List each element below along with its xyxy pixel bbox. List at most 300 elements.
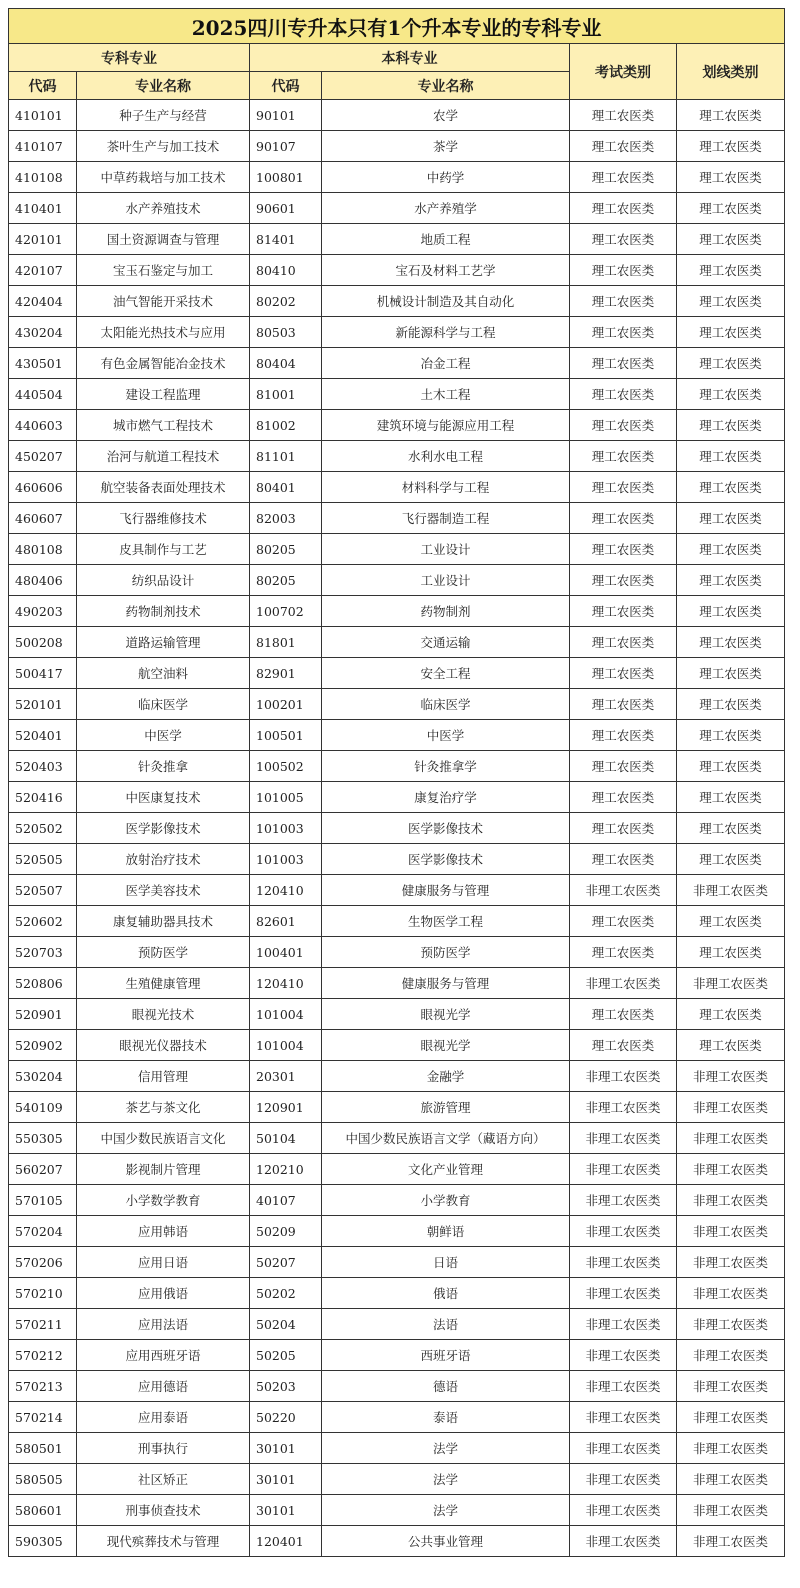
benke-name-cell: 针灸推拿学 <box>322 751 570 782</box>
table-row <box>9 1402 785 1433</box>
zhuanke-name-cell: 眼视光技术 <box>77 999 250 1030</box>
line-category-cell: 理工农医类 <box>677 193 785 224</box>
table-row <box>9 1061 785 1092</box>
benke-name-cell: 工业设计 <box>322 565 570 596</box>
zhuanke-name-cell: 应用俄语 <box>77 1278 250 1309</box>
zhuanke-code-cell: 490203 <box>9 596 77 627</box>
zhuanke-code-cell: 570211 <box>9 1309 77 1340</box>
benke-name-cell: 朝鲜语 <box>322 1216 570 1247</box>
line-category-cell: 理工农医类 <box>677 317 785 348</box>
benke-code-cell: 50202 <box>250 1278 322 1309</box>
benke-code-cell: 100501 <box>250 720 322 751</box>
benke-name-cell: 茶学 <box>322 131 570 162</box>
zhuanke-name-cell: 应用西班牙语 <box>77 1340 250 1371</box>
exam-category-cell: 非理工农医类 <box>570 1185 677 1216</box>
exam-category-cell: 理工农医类 <box>570 937 677 968</box>
zhuanke-code-cell: 570105 <box>9 1185 77 1216</box>
exam-category-cell: 理工农医类 <box>570 472 677 503</box>
zhuanke-name-cell: 中国少数民族语言文化 <box>77 1123 250 1154</box>
zhuanke-code-cell: 440504 <box>9 379 77 410</box>
zhuanke-name-cell: 信用管理 <box>77 1061 250 1092</box>
line-category-cell: 理工农医类 <box>677 224 785 255</box>
zhuanke-name-cell: 影视制片管理 <box>77 1154 250 1185</box>
benke-name-cell: 公共事业管理 <box>322 1526 570 1557</box>
zhuanke-code-cell: 570213 <box>9 1371 77 1402</box>
benke-name-cell: 工业设计 <box>322 534 570 565</box>
benke-name-cell: 眼视光学 <box>322 1030 570 1061</box>
zhuanke-name-cell: 种子生产与经营 <box>77 100 250 131</box>
table-row <box>9 1185 785 1216</box>
exam-category-cell: 理工农医类 <box>570 534 677 565</box>
table-row <box>9 813 785 844</box>
zhuanke-code-cell: 460606 <box>9 472 77 503</box>
benke-code-cell: 81401 <box>250 224 322 255</box>
exam-category-cell: 非理工农医类 <box>570 1247 677 1278</box>
line-category-cell: 非理工农医类 <box>677 1526 785 1557</box>
zhuanke-code-cell: 530204 <box>9 1061 77 1092</box>
line-category-cell: 理工农医类 <box>677 565 785 596</box>
exam-category-cell: 非理工农医类 <box>570 968 677 999</box>
table-row <box>9 441 785 472</box>
benke-name-cell: 泰语 <box>322 1402 570 1433</box>
zhuanke-code-cell: 420101 <box>9 224 77 255</box>
zhuanke-code-cell: 570210 <box>9 1278 77 1309</box>
line-category-cell: 理工农医类 <box>677 596 785 627</box>
line-category-cell: 理工农医类 <box>677 286 785 317</box>
benke-code-cell: 80404 <box>250 348 322 379</box>
benke-code-cell: 100502 <box>250 751 322 782</box>
exam-category-cell: 非理工农医类 <box>570 1495 677 1526</box>
exam-category-cell: 非理工农医类 <box>570 1123 677 1154</box>
table-row <box>9 162 785 193</box>
benke-name-cell: 交通运输 <box>322 627 570 658</box>
benke-code-cell: 81101 <box>250 441 322 472</box>
zhuanke-name-cell: 航空油料 <box>77 658 250 689</box>
zhuanke-code-cell: 480406 <box>9 565 77 596</box>
line-category-cell: 理工农医类 <box>677 937 785 968</box>
benke-code-cell: 50207 <box>250 1247 322 1278</box>
table-row <box>9 348 785 379</box>
benke-code-cell: 30101 <box>250 1495 322 1526</box>
exam-category-cell: 理工农医类 <box>570 844 677 875</box>
benke-name-cell: 健康服务与管理 <box>322 875 570 906</box>
exam-category-cell: 理工农医类 <box>570 410 677 441</box>
exam-category-cell: 理工农医类 <box>570 658 677 689</box>
benke-name-cell: 眼视光学 <box>322 999 570 1030</box>
exam-category-cell: 非理工农医类 <box>570 1526 677 1557</box>
line-category-cell: 非理工农医类 <box>677 1371 785 1402</box>
benke-name-cell: 冶金工程 <box>322 348 570 379</box>
table-title: 2025四川专升本只有1个升本专业的专科专业 <box>9 9 785 44</box>
line-category-cell: 非理工农医类 <box>677 1433 785 1464</box>
line-category-cell: 理工农医类 <box>677 844 785 875</box>
benke-code-cell: 80503 <box>250 317 322 348</box>
benke-name-cell: 旅游管理 <box>322 1092 570 1123</box>
benke-name-cell: 农学 <box>322 100 570 131</box>
table-row <box>9 937 785 968</box>
exam-category-cell: 理工农医类 <box>570 999 677 1030</box>
table-row <box>9 1340 785 1371</box>
benke-code-cell: 81801 <box>250 627 322 658</box>
zhuanke-code-cell: 520101 <box>9 689 77 720</box>
table-row <box>9 720 785 751</box>
benke-name-cell: 材料科学与工程 <box>322 472 570 503</box>
line-category-cell: 理工农医类 <box>677 100 785 131</box>
zhuanke-code-cell: 410101 <box>9 100 77 131</box>
line-category-cell: 非理工农医类 <box>677 1061 785 1092</box>
table-row <box>9 627 785 658</box>
benke-name-cell: 法学 <box>322 1464 570 1495</box>
zhuanke-code-cell: 520416 <box>9 782 77 813</box>
exam-category-cell: 理工农医类 <box>570 348 677 379</box>
benke-name-cell: 日语 <box>322 1247 570 1278</box>
table-row <box>9 782 785 813</box>
exam-category-cell: 理工农医类 <box>570 100 677 131</box>
zhuanke-code-cell: 520507 <box>9 875 77 906</box>
table-body <box>9 100 785 1557</box>
header-zhuanke: 专科专业 <box>9 44 250 72</box>
exam-category-cell: 理工农医类 <box>570 751 677 782</box>
table-row <box>9 193 785 224</box>
benke-code-cell: 50220 <box>250 1402 322 1433</box>
zhuanke-code-cell: 420107 <box>9 255 77 286</box>
zhuanke-code-cell: 520401 <box>9 720 77 751</box>
header-benke-code: 代码 <box>250 72 322 100</box>
benke-code-cell: 30101 <box>250 1464 322 1495</box>
benke-code-cell: 50205 <box>250 1340 322 1371</box>
exam-category-cell: 理工农医类 <box>570 1030 677 1061</box>
zhuanke-code-cell: 430204 <box>9 317 77 348</box>
line-category-cell: 理工农医类 <box>677 1030 785 1061</box>
benke-name-cell: 宝石及材料工艺学 <box>322 255 570 286</box>
exam-category-cell: 非理工农医类 <box>570 1340 677 1371</box>
zhuanke-name-cell: 小学数学教育 <box>77 1185 250 1216</box>
benke-code-cell: 40107 <box>250 1185 322 1216</box>
zhuanke-code-cell: 540109 <box>9 1092 77 1123</box>
table-row <box>9 565 785 596</box>
benke-name-cell: 法学 <box>322 1495 570 1526</box>
exam-category-cell: 非理工农医类 <box>570 1464 677 1495</box>
header-benke-name: 专业名称 <box>322 72 570 100</box>
table-row <box>9 224 785 255</box>
table-row <box>9 286 785 317</box>
benke-code-cell: 82901 <box>250 658 322 689</box>
exam-category-cell: 非理工农医类 <box>570 1216 677 1247</box>
exam-category-cell: 非理工农医类 <box>570 1433 677 1464</box>
exam-category-cell: 理工农医类 <box>570 379 677 410</box>
exam-category-cell: 理工农医类 <box>570 627 677 658</box>
zhuanke-code-cell: 520902 <box>9 1030 77 1061</box>
zhuanke-code-cell: 460607 <box>9 503 77 534</box>
zhuanke-name-cell: 建设工程监理 <box>77 379 250 410</box>
line-category-cell: 非理工农医类 <box>677 1495 785 1526</box>
line-category-cell: 理工农医类 <box>677 906 785 937</box>
line-category-cell: 非理工农医类 <box>677 968 785 999</box>
benke-code-cell: 81001 <box>250 379 322 410</box>
zhuanke-name-cell: 皮具制作与工艺 <box>77 534 250 565</box>
zhuanke-code-cell: 410401 <box>9 193 77 224</box>
table-row <box>9 968 785 999</box>
benke-name-cell: 德语 <box>322 1371 570 1402</box>
benke-code-cell: 100401 <box>250 937 322 968</box>
table-row <box>9 689 785 720</box>
table-row <box>9 1371 785 1402</box>
zhuanke-name-cell: 生殖健康管理 <box>77 968 250 999</box>
benke-name-cell: 康复治疗学 <box>322 782 570 813</box>
zhuanke-name-cell: 城市燃气工程技术 <box>77 410 250 441</box>
exam-category-cell: 理工农医类 <box>570 131 677 162</box>
table-row <box>9 751 785 782</box>
benke-code-cell: 81002 <box>250 410 322 441</box>
zhuanke-name-cell: 现代殡葬技术与管理 <box>77 1526 250 1557</box>
benke-code-cell: 50204 <box>250 1309 322 1340</box>
header-line-category: 划线类别 <box>677 44 785 100</box>
line-category-cell: 理工农医类 <box>677 503 785 534</box>
benke-name-cell: 预防医学 <box>322 937 570 968</box>
zhuanke-code-cell: 520403 <box>9 751 77 782</box>
header-exam-category: 考试类别 <box>570 44 677 100</box>
zhuanke-name-cell: 有色金属智能冶金技术 <box>77 348 250 379</box>
zhuanke-code-cell: 520502 <box>9 813 77 844</box>
line-category-cell: 非理工农医类 <box>677 1247 785 1278</box>
exam-category-cell: 理工农医类 <box>570 565 677 596</box>
benke-name-cell: 新能源科学与工程 <box>322 317 570 348</box>
benke-code-cell: 101003 <box>250 844 322 875</box>
table-row <box>9 1464 785 1495</box>
table-row <box>9 1309 785 1340</box>
zhuanke-name-cell: 飞行器维修技术 <box>77 503 250 534</box>
line-category-cell: 理工农医类 <box>677 720 785 751</box>
zhuanke-name-cell: 针灸推拿 <box>77 751 250 782</box>
exam-category-cell: 理工农医类 <box>570 255 677 286</box>
benke-name-cell: 机械设计制造及其自动化 <box>322 286 570 317</box>
benke-code-cell: 101003 <box>250 813 322 844</box>
zhuanke-code-cell: 590305 <box>9 1526 77 1557</box>
exam-category-cell: 非理工农医类 <box>570 1402 677 1433</box>
header-zhuanke-name: 专业名称 <box>77 72 250 100</box>
line-category-cell: 理工农医类 <box>677 813 785 844</box>
line-category-cell: 非理工农医类 <box>677 1309 785 1340</box>
zhuanke-name-cell: 宝玉石鉴定与加工 <box>77 255 250 286</box>
benke-name-cell: 中国少数民族语言文学（藏语方向） <box>322 1123 570 1154</box>
benke-name-cell: 飞行器制造工程 <box>322 503 570 534</box>
table-row <box>9 875 785 906</box>
line-category-cell: 理工农医类 <box>677 348 785 379</box>
benke-code-cell: 30101 <box>250 1433 322 1464</box>
benke-name-cell: 金融学 <box>322 1061 570 1092</box>
exam-category-cell: 非理工农医类 <box>570 1154 677 1185</box>
zhuanke-name-cell: 医学影像技术 <box>77 813 250 844</box>
table-container <box>8 8 784 1557</box>
line-category-cell: 理工农医类 <box>677 751 785 782</box>
line-category-cell: 理工农医类 <box>677 162 785 193</box>
table-row <box>9 596 785 627</box>
header-zhuanke-code: 代码 <box>9 72 77 100</box>
exam-category-cell: 理工农医类 <box>570 503 677 534</box>
exam-category-cell: 理工农医类 <box>570 193 677 224</box>
line-category-cell: 非理工农医类 <box>677 1278 785 1309</box>
benke-code-cell: 90601 <box>250 193 322 224</box>
zhuanke-code-cell: 410107 <box>9 131 77 162</box>
line-category-cell: 理工农医类 <box>677 689 785 720</box>
exam-category-cell: 理工农医类 <box>570 689 677 720</box>
zhuanke-code-cell: 560207 <box>9 1154 77 1185</box>
line-category-cell: 理工农医类 <box>677 534 785 565</box>
benke-code-cell: 50203 <box>250 1371 322 1402</box>
benke-name-cell: 水产养殖学 <box>322 193 570 224</box>
benke-name-cell: 文化产业管理 <box>322 1154 570 1185</box>
zhuanke-name-cell: 中医学 <box>77 720 250 751</box>
table-row <box>9 1278 785 1309</box>
zhuanke-name-cell: 应用日语 <box>77 1247 250 1278</box>
zhuanke-name-cell: 医学美容技术 <box>77 875 250 906</box>
zhuanke-name-cell: 纺织品设计 <box>77 565 250 596</box>
line-category-cell: 理工农医类 <box>677 999 785 1030</box>
benke-code-cell: 82601 <box>250 906 322 937</box>
zhuanke-code-cell: 520602 <box>9 906 77 937</box>
benke-name-cell: 中医学 <box>322 720 570 751</box>
exam-category-cell: 理工农医类 <box>570 162 677 193</box>
line-category-cell: 理工农医类 <box>677 379 785 410</box>
benke-code-cell: 82003 <box>250 503 322 534</box>
exam-category-cell: 理工农医类 <box>570 224 677 255</box>
benke-code-cell: 120901 <box>250 1092 322 1123</box>
exam-category-cell: 理工农医类 <box>570 286 677 317</box>
benke-code-cell: 100702 <box>250 596 322 627</box>
table-row <box>9 906 785 937</box>
zhuanke-name-cell: 治河与航道工程技术 <box>77 441 250 472</box>
zhuanke-code-cell: 520901 <box>9 999 77 1030</box>
benke-name-cell: 临床医学 <box>322 689 570 720</box>
table-row <box>9 503 785 534</box>
line-category-cell: 理工农医类 <box>677 782 785 813</box>
benke-code-cell: 101004 <box>250 1030 322 1061</box>
benke-name-cell: 生物医学工程 <box>322 906 570 937</box>
zhuanke-name-cell: 茶叶生产与加工技术 <box>77 131 250 162</box>
line-category-cell: 理工农医类 <box>677 627 785 658</box>
table-row <box>9 379 785 410</box>
zhuanke-name-cell: 太阳能光热技术与应用 <box>77 317 250 348</box>
benke-code-cell: 120210 <box>250 1154 322 1185</box>
benke-name-cell: 医学影像技术 <box>322 844 570 875</box>
benke-name-cell: 地质工程 <box>322 224 570 255</box>
table-row <box>9 999 785 1030</box>
benke-name-cell: 土木工程 <box>322 379 570 410</box>
table-row <box>9 1030 785 1061</box>
line-category-cell: 非理工农医类 <box>677 1123 785 1154</box>
majors-table <box>8 8 785 1557</box>
benke-name-cell: 医学影像技术 <box>322 813 570 844</box>
benke-code-cell: 120401 <box>250 1526 322 1557</box>
exam-category-cell: 理工农医类 <box>570 441 677 472</box>
line-category-cell: 非理工农医类 <box>677 1185 785 1216</box>
zhuanke-name-cell: 应用韩语 <box>77 1216 250 1247</box>
zhuanke-name-cell: 水产养殖技术 <box>77 193 250 224</box>
table-row <box>9 1526 785 1557</box>
zhuanke-name-cell: 国土资源调查与管理 <box>77 224 250 255</box>
line-category-cell: 理工农医类 <box>677 255 785 286</box>
benke-name-cell: 法语 <box>322 1309 570 1340</box>
table-row <box>9 658 785 689</box>
zhuanke-code-cell: 480108 <box>9 534 77 565</box>
exam-category-cell: 非理工农医类 <box>570 1309 677 1340</box>
zhuanke-name-cell: 药物制剂技术 <box>77 596 250 627</box>
benke-name-cell: 法学 <box>322 1433 570 1464</box>
table-row <box>9 472 785 503</box>
table-row <box>9 1123 785 1154</box>
line-category-cell: 非理工农医类 <box>677 875 785 906</box>
benke-code-cell: 80205 <box>250 565 322 596</box>
benke-code-cell: 80202 <box>250 286 322 317</box>
line-category-cell: 理工农医类 <box>677 472 785 503</box>
zhuanke-name-cell: 中草药栽培与加工技术 <box>77 162 250 193</box>
exam-category-cell: 非理工农医类 <box>570 875 677 906</box>
benke-code-cell: 90107 <box>250 131 322 162</box>
table-row <box>9 255 785 286</box>
line-category-cell: 非理工农医类 <box>677 1464 785 1495</box>
benke-name-cell: 安全工程 <box>322 658 570 689</box>
benke-name-cell: 健康服务与管理 <box>322 968 570 999</box>
zhuanke-code-cell: 570206 <box>9 1247 77 1278</box>
zhuanke-name-cell: 应用德语 <box>77 1371 250 1402</box>
zhuanke-code-cell: 580501 <box>9 1433 77 1464</box>
benke-code-cell: 80401 <box>250 472 322 503</box>
table-row <box>9 1433 785 1464</box>
benke-name-cell: 小学教育 <box>322 1185 570 1216</box>
zhuanke-name-cell: 道路运输管理 <box>77 627 250 658</box>
benke-name-cell: 中药学 <box>322 162 570 193</box>
benke-code-cell: 120410 <box>250 968 322 999</box>
line-category-cell: 理工农医类 <box>677 131 785 162</box>
exam-category-cell: 理工农医类 <box>570 596 677 627</box>
zhuanke-code-cell: 500208 <box>9 627 77 658</box>
exam-category-cell: 非理工农医类 <box>570 1371 677 1402</box>
exam-category-cell: 理工农医类 <box>570 906 677 937</box>
zhuanke-code-cell: 570214 <box>9 1402 77 1433</box>
benke-name-cell: 建筑环境与能源应用工程 <box>322 410 570 441</box>
zhuanke-code-cell: 520806 <box>9 968 77 999</box>
line-category-cell: 非理工农医类 <box>677 1216 785 1247</box>
zhuanke-code-cell: 500417 <box>9 658 77 689</box>
benke-code-cell: 80205 <box>250 534 322 565</box>
zhuanke-name-cell: 刑事执行 <box>77 1433 250 1464</box>
benke-code-cell: 80410 <box>250 255 322 286</box>
zhuanke-code-cell: 410108 <box>9 162 77 193</box>
exam-category-cell: 理工农医类 <box>570 720 677 751</box>
zhuanke-name-cell: 预防医学 <box>77 937 250 968</box>
table-row <box>9 410 785 441</box>
header-benke: 本科专业 <box>250 44 570 72</box>
zhuanke-name-cell: 茶艺与茶文化 <box>77 1092 250 1123</box>
zhuanke-code-cell: 570212 <box>9 1340 77 1371</box>
zhuanke-name-cell: 放射治疗技术 <box>77 844 250 875</box>
zhuanke-code-cell: 440603 <box>9 410 77 441</box>
benke-code-cell: 50209 <box>250 1216 322 1247</box>
benke-code-cell: 100201 <box>250 689 322 720</box>
table-row <box>9 1154 785 1185</box>
benke-code-cell: 120410 <box>250 875 322 906</box>
table-row <box>9 1495 785 1526</box>
line-category-cell: 非理工农医类 <box>677 1402 785 1433</box>
zhuanke-name-cell: 眼视光仪器技术 <box>77 1030 250 1061</box>
table-row <box>9 131 785 162</box>
zhuanke-name-cell: 应用法语 <box>77 1309 250 1340</box>
zhuanke-name-cell: 刑事侦查技术 <box>77 1495 250 1526</box>
benke-name-cell: 药物制剂 <box>322 596 570 627</box>
zhuanke-code-cell: 550305 <box>9 1123 77 1154</box>
table-row <box>9 534 785 565</box>
zhuanke-name-cell: 中医康复技术 <box>77 782 250 813</box>
